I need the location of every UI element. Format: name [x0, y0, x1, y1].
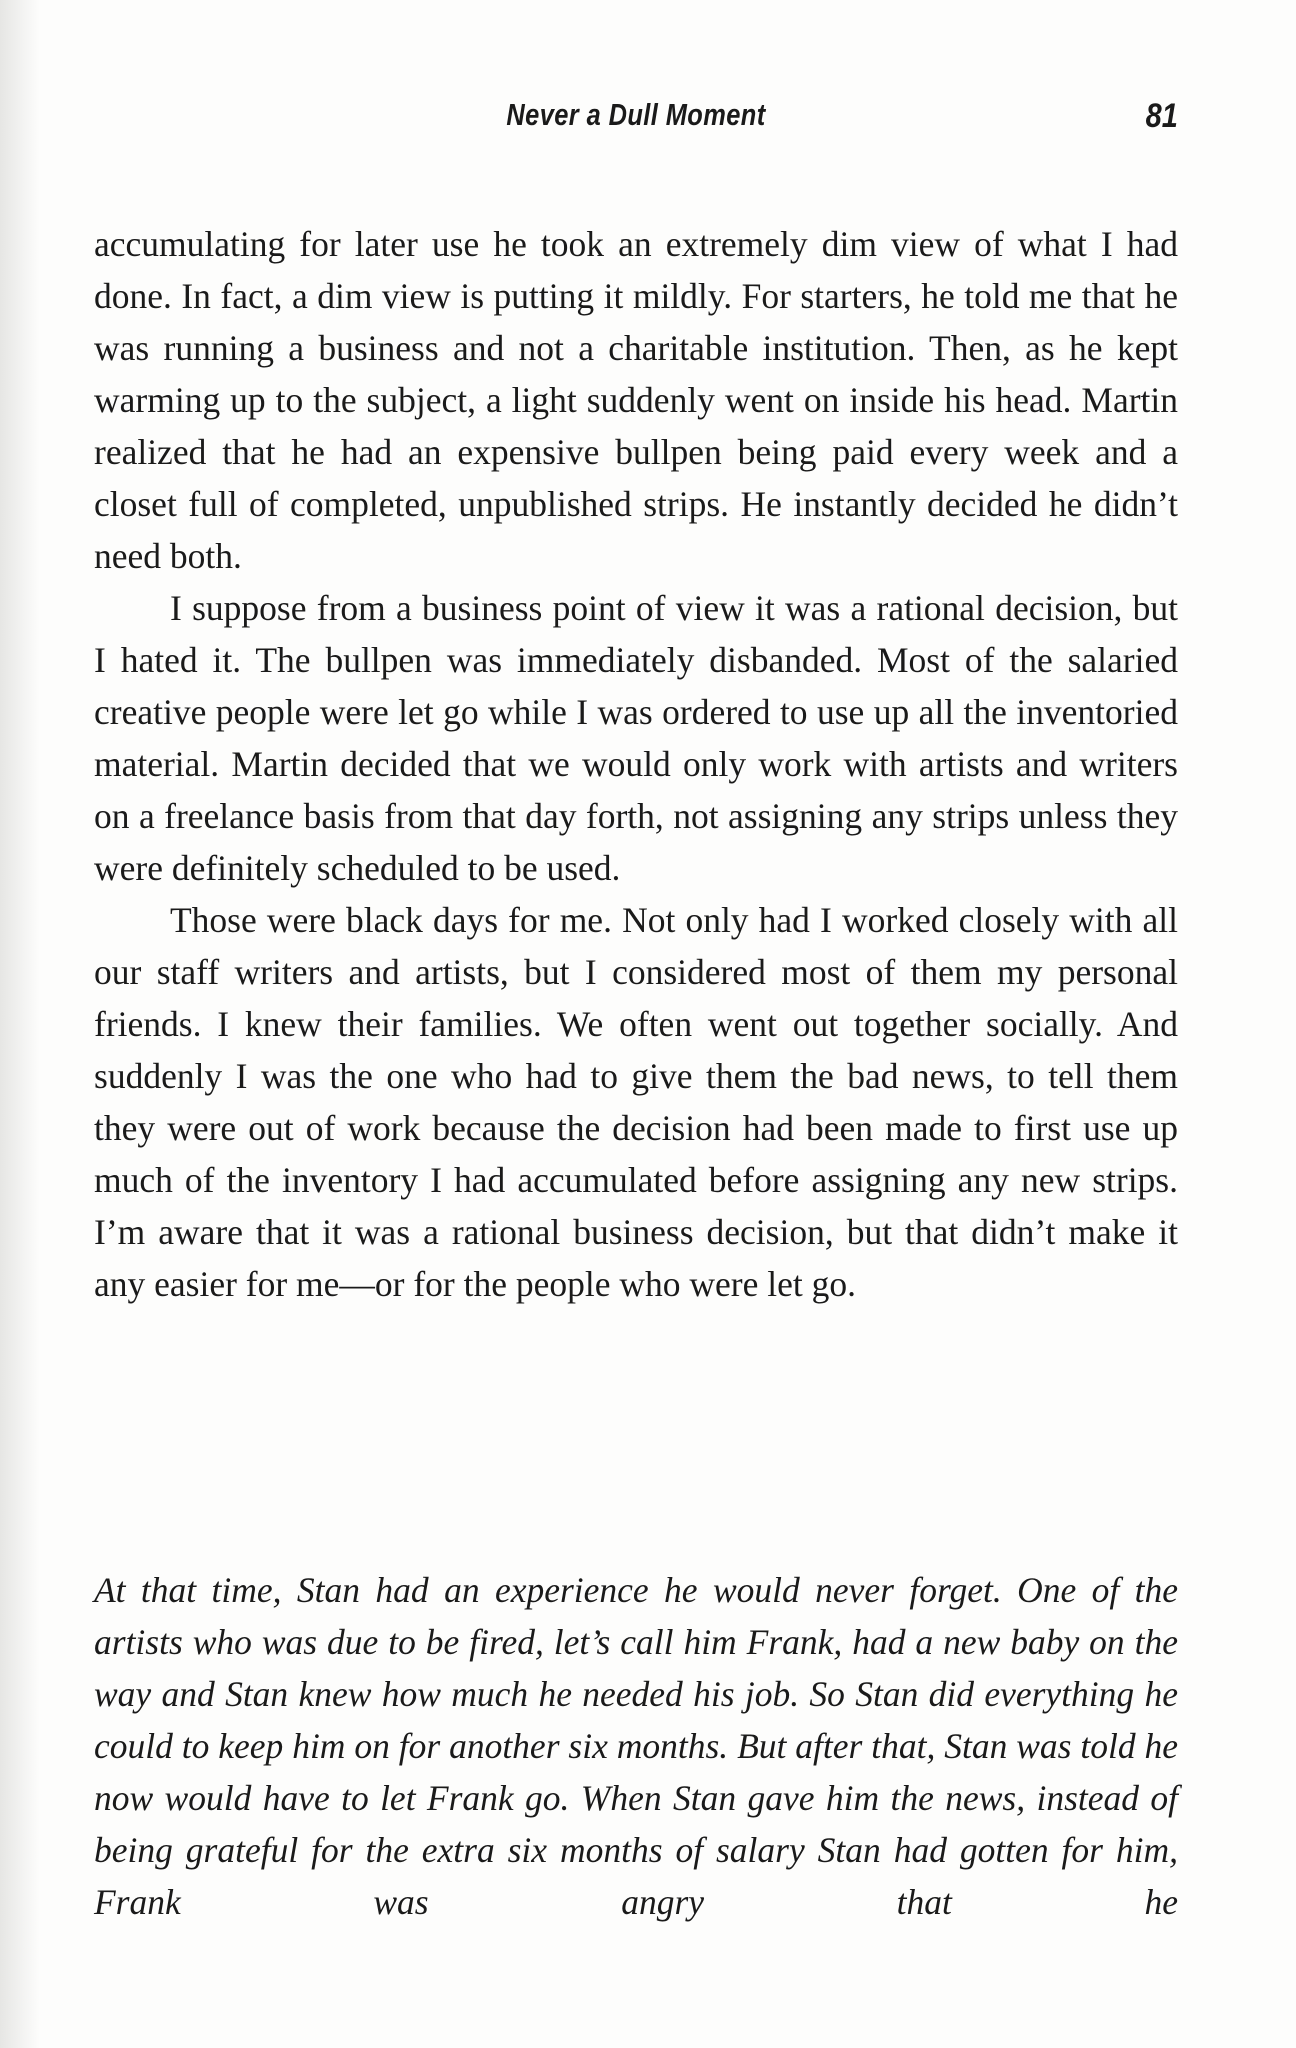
paragraph-1: accumulating for later use he took an extremely dim view of what I had done. In fact, a dim view is putting it mildly. For starters, he told me that he was running a business and not a charitable institution. Then, as he kept warming up to the subject, a light suddenly went on inside his head. Martin realized that he had an expensive bullpen being paid every week and a closet full of completed, unpublished strips. He instantly decided he didn’t need both. [94, 224, 1178, 576]
paragraph-3: Those were black days for me. Not only had I worked closely with all our staff writers and artists, but I considered most of them my personal friends. I knew their families. We often went out together socially. And suddenly I was the one who had to give them the bad news, to tell them they were out of work because the decision had been made to first use up much of the inventory I had accumulated before assigning any new strips. I’m aware that it was a rational business decision, but that didn’t make it any easier for me—or for the people who were let go. [94, 900, 1178, 1304]
page-number: 81 [1145, 97, 1178, 135]
running-head [94, 97, 1178, 147]
running-title: Never a Dull Moment [506, 97, 766, 132]
italic-passage: At that time, Stan had an experience he would never forget. One of the artists who was due to be fired, let’s call him Frank, had a new baby on the way and Stan knew how much he needed his job. So Stan did everything he could to keep him on for another six months. But after that, Stan was told he now would have to let Frank go. When Stan gave him the news, instead of being grateful for the extra six months of salary Stan had gotten for him, Frank was angry that he [94, 1570, 1178, 1922]
body-text [94, 218, 1178, 1310]
page-gutter-shadow [0, 0, 40, 2048]
paragraph-2: I suppose from a business point of view it was a rational decision, but I hated it. The bullpen was immediately disbanded. Most of the salaried creative people were let go while I was ordered to use up all the inventoried material. Martin decided that we would only work with artists and writers on a freelance basis from that day forth, not assigning any strips unless they were definitely scheduled to be used. [94, 588, 1178, 888]
